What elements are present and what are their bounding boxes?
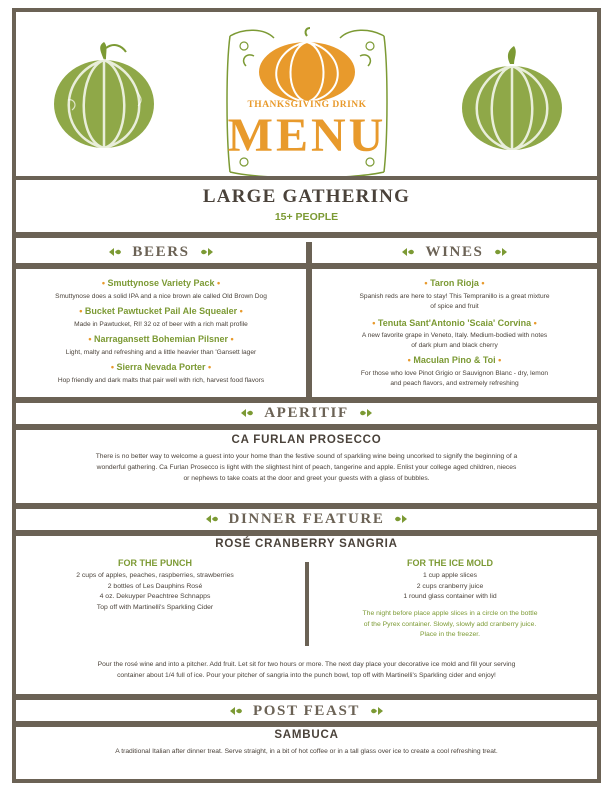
wine-item-name: • Taron Rioja • (424, 278, 485, 288)
dinner-name: ROSÉ CRANBERRY SANGRIA (215, 538, 398, 550)
dinner-heading-label: DINNER FEATURE (228, 510, 385, 527)
ice-mold-heading: FOR THE ICE MOLD (407, 558, 493, 568)
logo-subtitle: THANKSGIVING DRINK (247, 100, 367, 110)
dinner-heading (16, 509, 597, 529)
wines-heading-label: WINES (425, 243, 484, 260)
ornament-icon (359, 408, 373, 418)
beers-heading-label: BEERS (132, 243, 190, 260)
divider (12, 694, 601, 700)
ornament-icon (205, 514, 219, 524)
beer-item-desc: Made in Pawtucket, RI! 32 oz of beer with a rich malt profile (74, 321, 248, 328)
logo-title: MENU (227, 109, 387, 162)
divider (12, 530, 601, 536)
beer-item-name: • Narragansett Bohemian Pilsner • (88, 334, 234, 344)
wine-item-desc: Spanish reds are here to stay! This Tempranillo is a great mixture of spice and fruit (359, 293, 550, 310)
divider (12, 424, 601, 430)
aperitif-heading (16, 403, 597, 423)
aperitif-name: CA FURLAN PROSECCO (231, 434, 382, 446)
aperitif-description: There is no better way to welcome a guest into your home than the festive sound of sparkling wine being uncorked to signify the beginning of a wonderful gathering. Ca Furlan Prosecco is light with the slightest hint of peach, tangerine and apple. Enlist your college aged children, nieces or nephews to take coats at the door and greet your guests with a glass of bubbles. (95, 453, 518, 482)
punch-heading: FOR THE PUNCH (118, 558, 192, 568)
beers-heading (16, 242, 306, 262)
beer-item-desc: Smuttynose does a solid IPA and a nice brown ale called Old Brown Dog (55, 293, 267, 300)
header (16, 12, 597, 180)
beer-item-name: • Bucket Pawtucket Pail Ale Squealer • (79, 306, 243, 316)
beer-item-desc: Light, malty and refreshing and a little heavier than 'Gansett lager (65, 349, 257, 356)
wine-item-name: • Tenuta Sant'Antonio 'Scaia' Corvina • (372, 318, 537, 328)
ornament-icon (394, 514, 408, 524)
postfeast-heading-label: POST FEAST (252, 702, 360, 719)
divider (12, 721, 601, 727)
ice-mold-note: The night before place apple slices in a circle on the bottle of the Pyrex container. Slowly, slowly add cranberry juice. Place in the freezer. (362, 610, 538, 638)
wine-item-name: • Maculan Pino & Toi • (407, 355, 502, 365)
beer-item-desc: Hop friendly and dark malts that pair well with rich, harvest food flavors (57, 377, 265, 384)
ornament-icon (240, 408, 254, 418)
aperitif-heading-label: APERITIF (264, 404, 349, 421)
pumpkin-right-icon (456, 42, 568, 154)
pumpkin-left-icon (48, 40, 160, 152)
menu-logo (224, 26, 390, 182)
beer-item-name: • Sierra Nevada Porter • (110, 362, 212, 372)
wines-heading (312, 242, 597, 262)
ice-mold-ingredients: 1 cup apple slices 2 cups cranberry juice 1 round glass container with lid (403, 572, 497, 600)
postfeast-description: A traditional Italian after dinner treat. Serve straight, in a bit of hot coffee or in a tall glass over ice to create a cool refreshing treat. (115, 748, 498, 755)
page-title: LARGE GATHERING (202, 186, 411, 207)
divider (12, 176, 601, 180)
wine-item-desc: For those who love Pinot Grigio or Sauvignon Blanc - dry, lemon and peach flavors, and extremely refreshing (360, 370, 549, 387)
ornament-icon (494, 247, 508, 257)
ornament-icon (200, 247, 214, 257)
beer-item-name: • Smuttynose Variety Pack • (101, 278, 221, 288)
ornament-icon (108, 247, 122, 257)
punch-ingredients: 2 cups of apples, peaches, raspberries, strawberries 2 bottles of Les Dauphins Rosé 4 oz. Dekuyper Peachtree Schnapps Top off with Martinelli's Sparkling Cider (76, 572, 234, 611)
ornament-icon (229, 706, 243, 716)
column-divider (305, 562, 309, 646)
wine-item-desc: A new favorite grape in Veneto, Italy. Medium-bodied with notes of dark plum and black cherry (361, 332, 548, 349)
ornament-icon (401, 247, 415, 257)
postfeast-heading (16, 701, 597, 721)
postfeast-name: SAMBUCA (274, 729, 339, 741)
dinner-instructions: Pour the rosé wine and into a pitcher. Add fruit. Let sit for two hours or more. The next day place your decorative ice mold and fill your serving container about 1/4 full of ice. Pour your pitcher of sangria into the punch bowl, top off with Martinelli's Sparkling cider and enjoy! (97, 661, 516, 679)
ornament-icon (370, 706, 384, 716)
divider (12, 232, 601, 238)
page-subtitle: 15+ PEOPLE (274, 211, 339, 223)
